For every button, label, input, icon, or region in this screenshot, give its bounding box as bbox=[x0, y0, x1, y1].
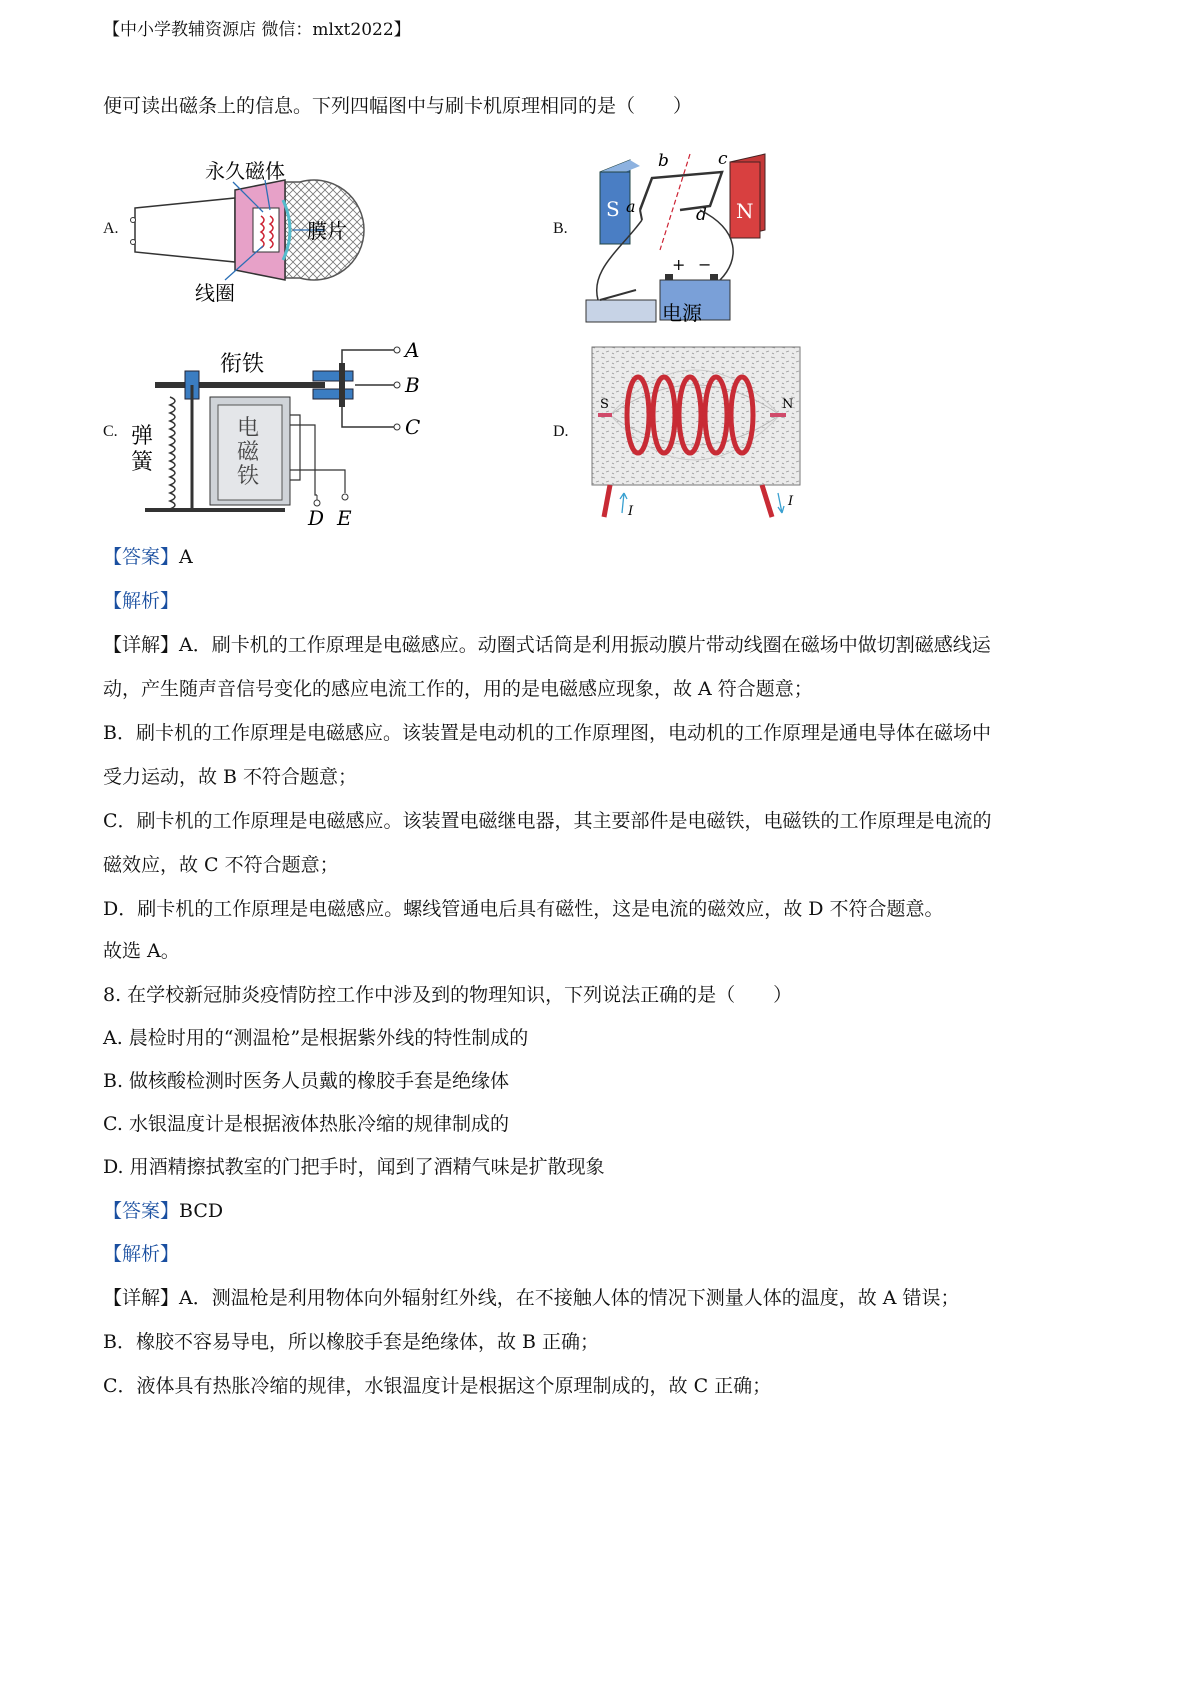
label-spring-2: 簧 bbox=[131, 450, 154, 475]
answer-tag: 【答案】 bbox=[103, 546, 180, 568]
label-north-pole: N bbox=[736, 199, 754, 223]
label-diaphragm: 膜片 bbox=[307, 219, 347, 243]
label-plus: + bbox=[672, 255, 686, 274]
label-current-in: I bbox=[628, 504, 634, 519]
label-d: d bbox=[696, 205, 707, 225]
option-d-label: D. bbox=[553, 423, 569, 440]
q7-detail-line-4: 受力运动，故 B 不符合题意； bbox=[103, 766, 358, 788]
label-south-pole: S bbox=[606, 197, 620, 221]
q8-analysis-tag: 【解析】 bbox=[103, 1243, 180, 1265]
label-c: c bbox=[718, 150, 728, 169]
q7-detail-line-6: 磁效应，故 C 不符合题意； bbox=[103, 854, 339, 876]
label-terminal-a: A bbox=[405, 338, 420, 362]
label-permanent-magnet: 永久磁体 bbox=[205, 159, 285, 183]
q8-option-d: D. 用酒精擦拭教室的门把手时，闻到了酒精气味是扩散现象 bbox=[103, 1156, 605, 1178]
question-7-stem: 便可读出磁条上的信息。下列四幅图中与刷卡机原理相同的是（ ） bbox=[103, 95, 693, 117]
microphone-diagram bbox=[125, 150, 385, 310]
q7-detail-line-3: B．刷卡机的工作原理是电磁感应。该装置是电动机的工作原理图，电动机的工作原理是通电导体在磁场中 bbox=[103, 722, 991, 744]
q8-option-a: A. 晨检时用的“测温枪”是根据紫外线的特性制成的 bbox=[103, 1027, 529, 1049]
header-watermark: 【中小学教辅资源店 微信：mlxt2022】 bbox=[103, 20, 411, 40]
q8-detail-line-1: 【详解】A．测温枪是利用物体向外辐射红外线，在不接触人体的情况下测量人体的温度，故 A 错误； bbox=[103, 1287, 960, 1309]
option-b-label: B. bbox=[553, 220, 568, 237]
answer-tag: 【答案】 bbox=[103, 1200, 180, 1222]
q7-detail-line-8: 故选 A。 bbox=[103, 940, 180, 962]
q7-answer bbox=[103, 543, 193, 571]
label-electromagnet-3: 铁 bbox=[237, 464, 260, 489]
motor-diagram bbox=[580, 150, 800, 325]
label-minus: − bbox=[698, 255, 712, 274]
label-terminal-d: D bbox=[308, 506, 325, 530]
q7-detail-line-5: C．刷卡机的工作原理是电磁感应。该装置电磁继电器，其主要部件是电磁铁，电磁铁的工作原理是电流的 bbox=[103, 810, 992, 832]
q8-detail-line-3: C．液体具有热胀冷缩的规律，水银温度计是根据这个原理制成的，故 C 正确； bbox=[103, 1375, 772, 1397]
q8-answer bbox=[103, 1197, 223, 1225]
option-a-label: A. bbox=[103, 220, 119, 237]
answer-value: A bbox=[179, 546, 193, 568]
solenoid-diagram bbox=[590, 345, 805, 525]
label-terminal-c: C bbox=[405, 415, 421, 439]
q7-detail-line-2: 动，产生随声音信号变化的感应电流工作的，用的是电磁感应现象，故 A 符合题意； bbox=[103, 678, 813, 700]
option-c-label: C. bbox=[103, 423, 118, 440]
q7-detail-line-1: 【详解】A．刷卡机的工作原理是电磁感应。动圈式话筒是利用振动膜片带动线圈在磁场中做切割磁感线运 bbox=[103, 634, 991, 656]
label-armature: 衔铁 bbox=[220, 352, 265, 377]
q8-option-b: B. 做核酸检测时医务人员戴的橡胶手套是绝缘体 bbox=[103, 1070, 510, 1092]
label-b: b bbox=[658, 151, 669, 171]
label-terminal-e: E bbox=[337, 506, 352, 530]
label-a: a bbox=[626, 197, 636, 216]
q7-analysis-tag: 【解析】 bbox=[103, 590, 180, 612]
answer-value: BCD bbox=[179, 1200, 224, 1222]
label-coil: 线圈 bbox=[195, 281, 235, 305]
label-terminal-b: B bbox=[405, 373, 420, 397]
label-solenoid-north: N bbox=[782, 397, 794, 412]
q7-detail-line-7: D．刷卡机的工作原理是电磁感应。螺线管通电后具有磁性，这是电流的磁效应，故 D 不符合题意。 bbox=[103, 898, 944, 920]
question-8-stem: 8. 在学校新冠肺炎疫情防控工作中涉及到的物理知识，下列说法正确的是（ ） bbox=[103, 984, 793, 1006]
q8-option-c: C. 水银温度计是根据液体热胀冷缩的规律制成的 bbox=[103, 1113, 509, 1135]
relay-diagram bbox=[125, 335, 445, 530]
label-spring-1: 弹 bbox=[131, 424, 154, 449]
label-electromagnet-1: 电 bbox=[237, 416, 260, 441]
q8-detail-line-2: B．橡胶不容易导电，所以橡胶手套是绝缘体，故 B 正确； bbox=[103, 1331, 600, 1353]
label-current-out: I bbox=[788, 494, 794, 509]
label-power-source: 电源 bbox=[662, 301, 702, 325]
label-electromagnet-2: 磁 bbox=[237, 440, 260, 465]
label-solenoid-south: S bbox=[600, 397, 609, 412]
